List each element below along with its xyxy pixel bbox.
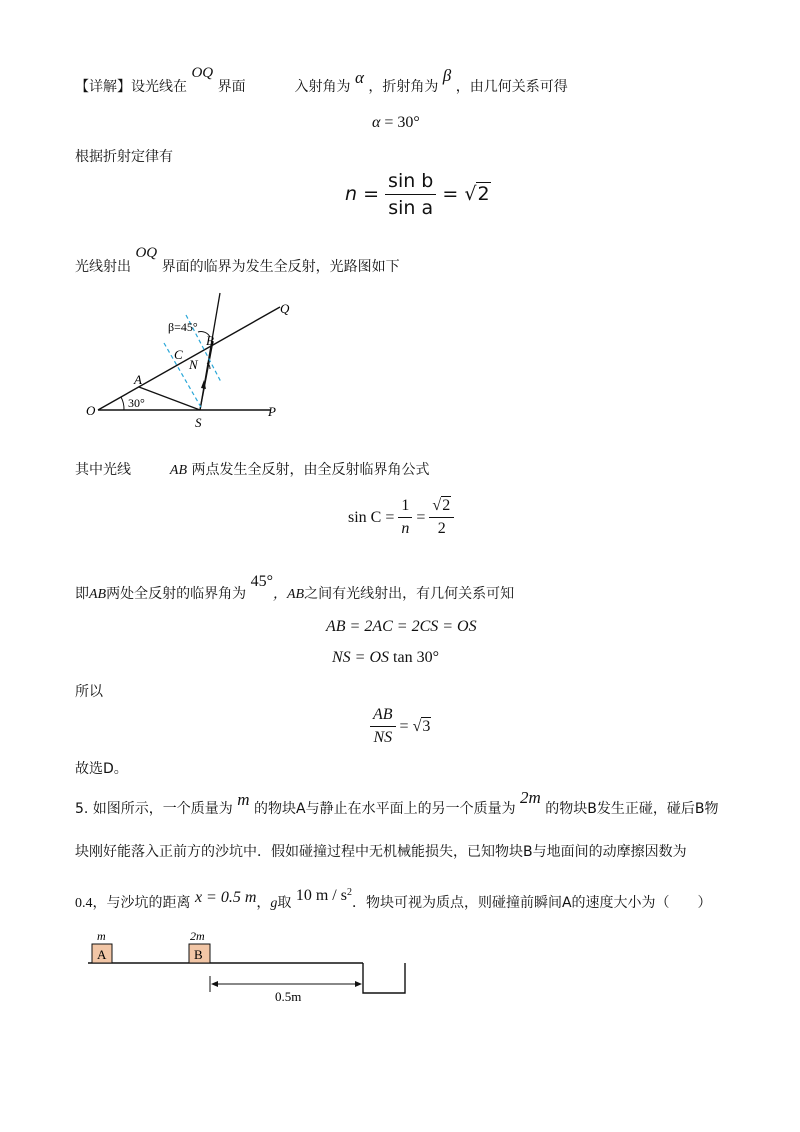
equation-ratio: $\frac{AB}{NS}$ = √3	[370, 706, 431, 747]
label-o: O	[86, 403, 96, 418]
equation-n: n = $\frac{\text{sin b}}{\text{sin a}}$ = √2	[345, 170, 490, 219]
refraction-law-text: 根据折射定律有	[75, 149, 173, 165]
distance-arrow-right	[355, 981, 362, 987]
question5-line-1: 5. 如图所示，一个质量为 m 的物块A与静止在水平面上的另一个质量为 2m 的物块B发生正碰，碰后B物	[75, 788, 719, 817]
label-b: B	[206, 333, 214, 348]
equation-ns: NS = OS tan 30°	[332, 649, 439, 666]
question5-line-2: 块刚好能落入正前方的沙坑中．假如碰撞过程中无机械能损失，已知物块B与地面间的动摩擦因数为	[75, 844, 687, 860]
label-n: N	[189, 357, 198, 372]
angle-arc-o	[121, 397, 124, 410]
label-q: Q	[280, 301, 290, 316]
label-p: P	[268, 404, 276, 419]
label-beta-45: β=45°	[168, 320, 198, 334]
sin-fraction: $\frac{\text{sin b}}{\text{sin a}}$	[385, 170, 436, 219]
so-text: 所以	[75, 684, 103, 700]
distance-arrow-left	[211, 981, 218, 987]
block-b-label: B	[194, 947, 203, 962]
critical-angle-text: 即AB两处全反射的临界角为 45°，AB之间有光线射出，有几何关系可知	[75, 573, 515, 602]
question5-line-3: 0.4，与沙坑的距离 x = 0.5 m，g取 10 m / $s^2$．物块可视为质点，则碰撞前瞬间A的速度大小为（ ）	[75, 887, 712, 911]
ray-sa	[139, 387, 200, 410]
label-c: C	[174, 347, 183, 362]
solution-line-1: 【详解】设光线在 OQ 界面 入射角为 α ，折射角为 β ，由几何关系可得	[75, 65, 568, 95]
optical-path-diagram	[80, 285, 320, 435]
block-a-mass: m	[97, 929, 106, 943]
equation-alpha: α = 30°	[372, 114, 420, 131]
total-reflection-text: 其中光线 AB 两点发生全反射，由全反射临界角公式	[75, 462, 430, 478]
collision-figure	[80, 925, 420, 1005]
beta-symbol: β	[442, 66, 452, 85]
oq-label: OQ	[191, 65, 214, 81]
label-30deg: 30°	[128, 396, 145, 410]
sand-pit	[363, 963, 405, 993]
sqrt-2: √2	[464, 183, 490, 205]
alpha-symbol: α	[354, 68, 364, 87]
block-b-mass: 2m	[190, 929, 205, 943]
choose-answer: 故选D。	[75, 761, 128, 777]
distance-label: 0.5m	[275, 989, 302, 1004]
label-a: A	[134, 372, 142, 387]
equation-ab: AB = 2AC = 2CS = OS	[326, 618, 477, 635]
equation-sinc: sin C = $\frac{1}{n}$ = $\frac{√2}{2}$	[348, 497, 454, 538]
block-a-label: A	[97, 947, 107, 962]
label-s: S	[195, 415, 202, 430]
exit-line-text: 光线射出 OQ 界面的临界为发生全反射，光路图如下	[75, 245, 400, 275]
